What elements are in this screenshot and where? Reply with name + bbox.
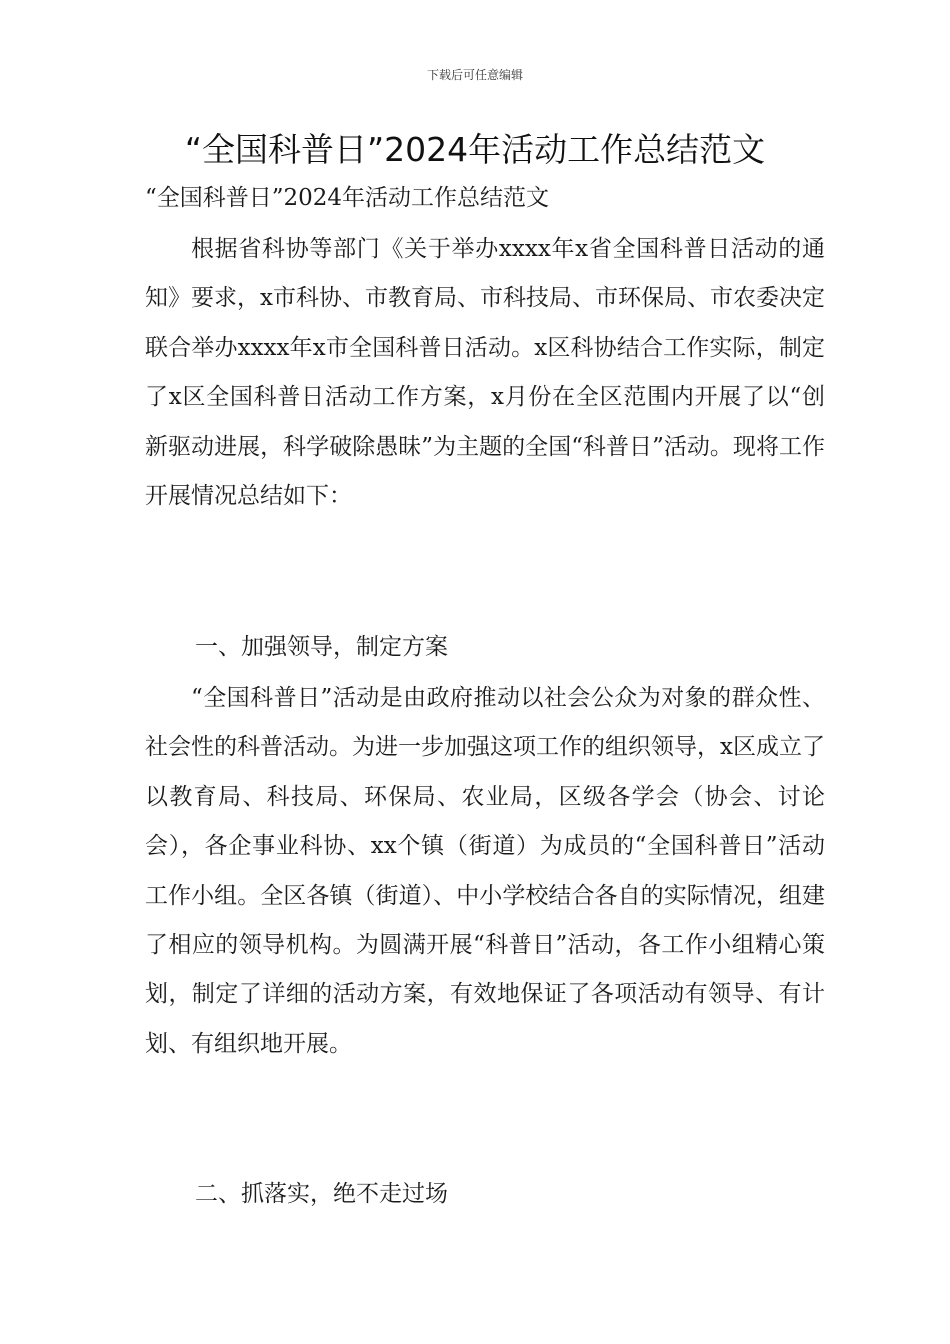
section-1-paragraph: “全国科普日”活动是由政府推动以社会公众为对象的群众性、社会性的科普活动。为进一步加强这项工作的组织领导，x区成立了以教育局、科技局、环保局、农业局，区级各学会（协会、讨论会），各企事业科协、xx个镇（街道）为成员的“全国科普日”活动工作小组。全区各镇（街道）、中小学校结合各自的实际情况，组建了相应的领导机构。为圆满开展“科普日”活动，各工作小组精心策划，制定了详细的活动方案，有效地保证了各项活动有领导、有计划、有组织地开展。 <box>145 685 825 1057</box>
section-2-heading: 二、抓落实，绝不走过场 <box>195 1181 448 1207</box>
document-title: “全国科普日”2024年活动工作总结范文 <box>184 130 766 169</box>
intro-paragraph: 根据省科协等部门《关于举办xxxx年x省全国科普日活动的通知》要求，x市科协、市教育局、市科技局、市环保局、市农委决定联合举办xxxx年x市全国科普日活动。x区科协结合工作实际，制定了x区全国科普日活动工作方案，x月份在全区范围内开展了以“创新驱动进展，科学破除愚昧”为主题的全国“科普日”活动。现将工作开展情况总结如下： <box>145 236 825 510</box>
section-1-heading: 一、加强领导，制定方案 <box>195 634 448 660</box>
header-note: 下载后可任意编辑 <box>426 68 523 82</box>
document-subtitle: “全国科普日”2024年活动工作总结范文 <box>145 185 550 211</box>
